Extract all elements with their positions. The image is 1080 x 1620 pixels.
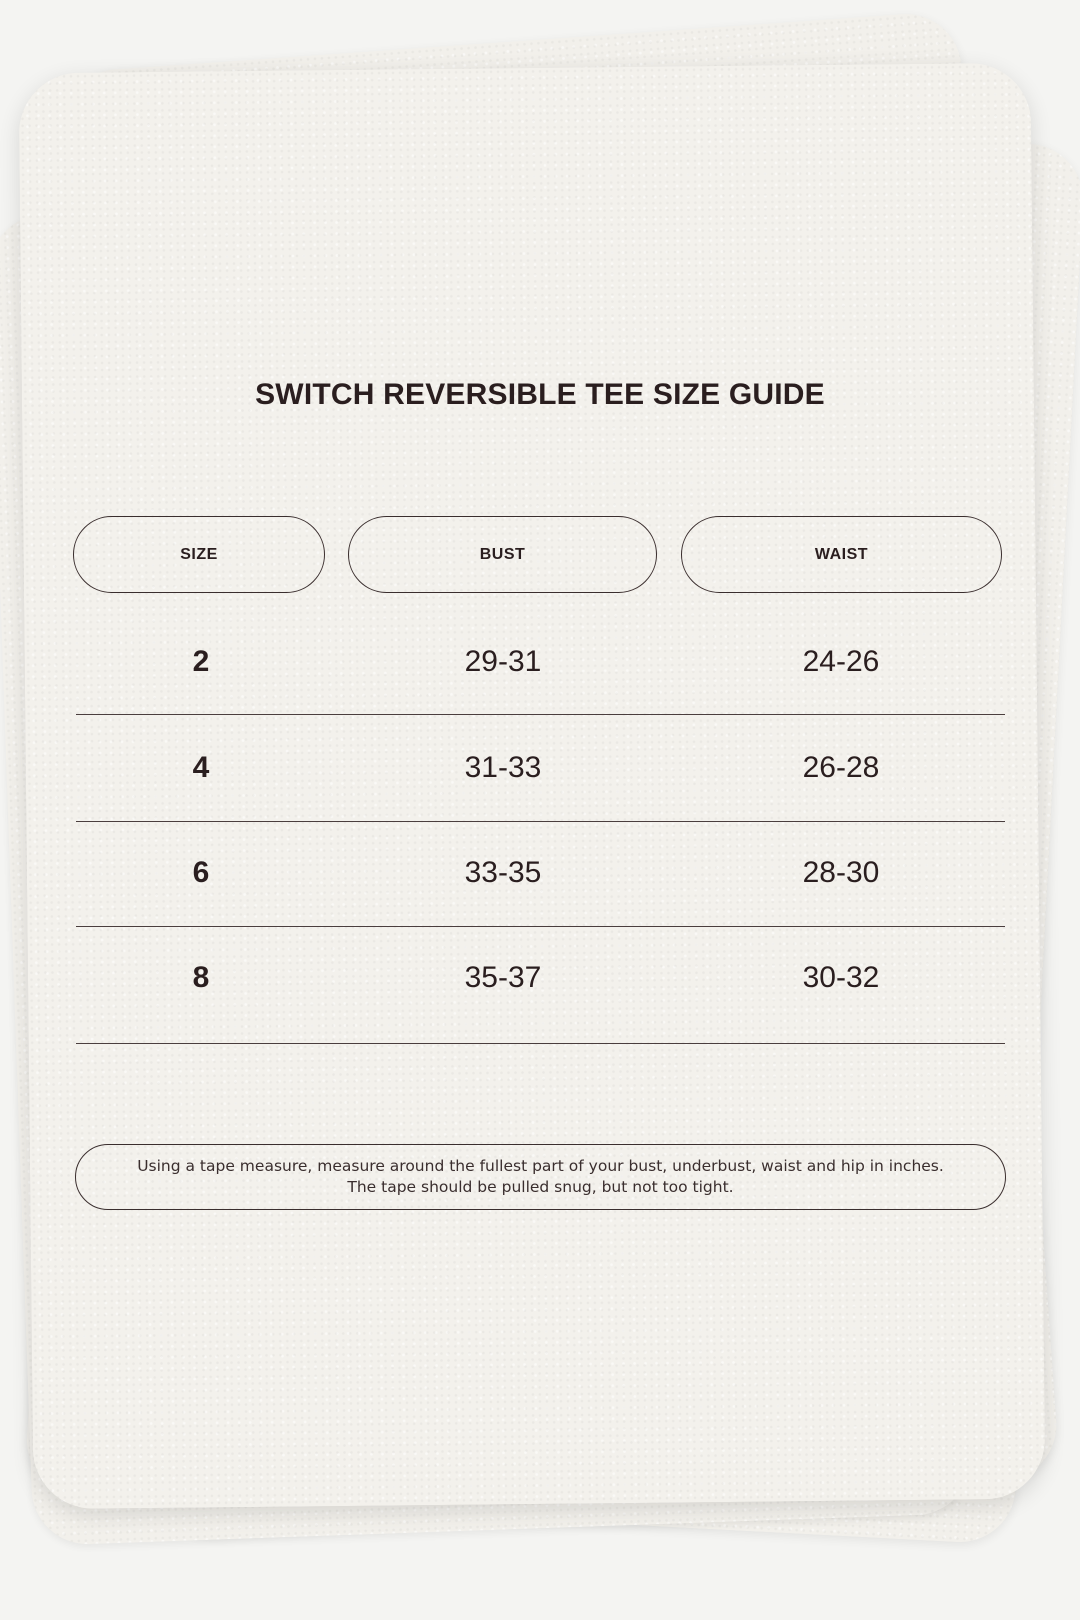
waist-value: 26-28 [802,751,880,784]
waist-value: 24-26 [802,645,880,678]
table-row [76,926,1005,1030]
table-row [76,610,1005,714]
row-divider [76,1043,1005,1044]
table-row [76,716,1005,820]
column-header-bust: BUST [348,516,657,593]
bust-value: 29-31 [464,645,542,678]
page-title: SWITCH REVERSIBLE TEE SIZE GUIDE [255,378,825,411]
size-value: 8 [192,961,210,994]
bust-value: 35-37 [464,961,542,994]
instructions-line-2: The tape should be pulled snug, but not too tight. [347,1178,734,1196]
column-header-waist: WAIST [681,516,1002,593]
size-value: 6 [192,856,210,889]
waist-value: 30-32 [802,961,880,994]
bust-value: 31-33 [464,751,542,784]
waist-value: 28-30 [802,856,880,889]
row-divider [76,714,1005,715]
instructions-line-1: Using a tape measure, measure around the fullest part of your bust, underbust, waist and hip in inches. [137,1157,944,1175]
table-row [76,821,1005,925]
measuring-instructions [75,1144,1006,1210]
bust-value: 33-35 [464,856,542,889]
size-value: 2 [192,645,210,678]
column-header-size: SIZE [73,516,325,593]
size-value: 4 [192,751,210,784]
